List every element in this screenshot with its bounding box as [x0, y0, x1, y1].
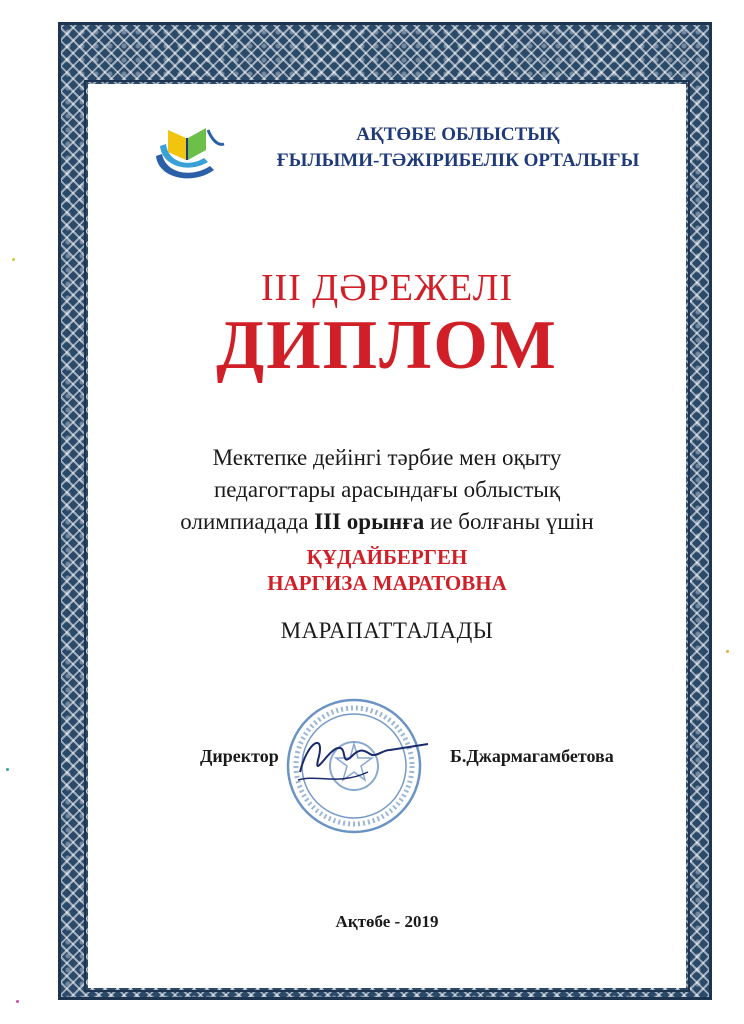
signer-name: Б.Джармагамбетова — [450, 746, 614, 766]
paper-speck — [6, 768, 9, 771]
recipient-name — [88, 544, 686, 596]
diploma-content — [88, 84, 686, 988]
reason-line-3 — [88, 506, 686, 538]
award-reason — [88, 442, 686, 538]
reason-place: III орынға — [314, 509, 425, 534]
awarded-text: МАРАПАТТАЛАДЫ — [280, 618, 494, 643]
handwritten-signature-icon — [278, 720, 438, 800]
paper-speck — [16, 1000, 19, 1003]
diploma-title: ДИПЛОМ — [216, 307, 558, 384]
footer-place-year: Ақтөбе - 2019 — [335, 912, 439, 931]
organization-name — [248, 122, 668, 174]
reason-line-3-post: ие болғаны үшін — [424, 509, 594, 534]
signature-role: Директор — [200, 746, 279, 766]
recipient-given-names: НАРГИЗА МАРАТОВНА — [267, 571, 507, 595]
recipient-surname: ҚҰДАЙБЕРГЕН — [306, 545, 468, 569]
paper-speck — [726, 650, 729, 653]
header — [148, 114, 668, 184]
reason-line-1: Мектепке дейінгі тәрбие мен оқыту — [212, 445, 562, 470]
organization-line-2: ҒЫЛЫМИ-ТӘЖІРИБЕЛІК ОРТАЛЫҒЫ — [276, 150, 640, 171]
reason-line-2: педагогтары арасындағы облыстық — [213, 477, 561, 502]
organization-line-1: АҚТӨБЕ ОБЛЫСТЫҚ — [356, 124, 560, 145]
paper-speck — [12, 258, 15, 261]
reason-line-3-pre: олимпиадада — [180, 509, 315, 534]
diploma-degree: III ДӘРЕЖЕЛІ — [260, 267, 514, 309]
open-book-logo-icon — [148, 116, 230, 186]
